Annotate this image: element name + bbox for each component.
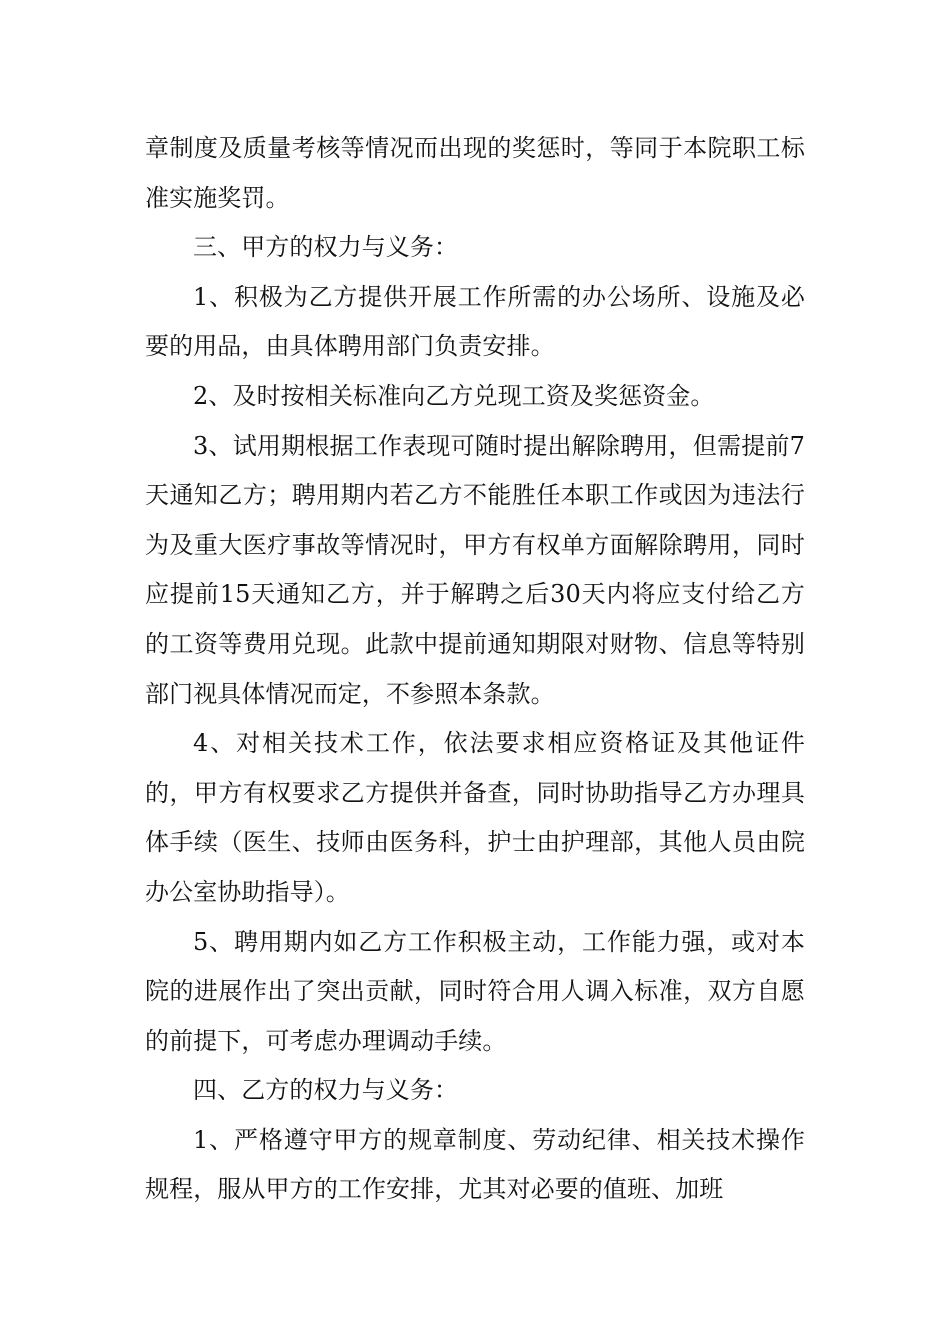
clause-a-2: 2、及时按相关标准向乙方兑现工资及奖惩资金。 <box>193 381 715 410</box>
section-heading-party-b: 四、乙方的权力与义务： <box>193 1076 459 1105</box>
clause-a-4: 4、对相关技术工作，依法要求相应资格证及其他证件的，甲方有权要求乙方提供并备查，同时协助指导乙方办理具体手续（医生、技师由医务科，护士由护理部，其他人员由院办公室协助指导）。 <box>145 729 805 906</box>
document-body <box>145 124 805 1215</box>
clause-a-5: 5、聘用期内如乙方工作积极主动，工作能力强，或对本院的进展作出了突出贡献，同时符合用人调入标准，双方自愿的前提下，可考虑办理调动手续。 <box>145 927 805 1055</box>
clause-a-1: 1、积极为乙方提供开展工作所需的办公场所、设施及必要的用品，由具体聘用部门负责安排。 <box>145 282 805 361</box>
clause-b-1: 1、严格遵守甲方的规章制度、劳动纪律、相关技术操作规程，服从甲方的工作安排，尤其对必要的值班、加班 <box>145 1125 805 1204</box>
paragraph-continuation: 章制度及质量考核等情况而出现的奖惩时，等同于本院职工标准实施奖罚。 <box>145 134 805 212</box>
section-heading-party-a: 三、甲方的权力与义务： <box>193 233 459 262</box>
clause-a-3: 3、试用期根据工作表现可随时提出解除聘用，但需提前7天通知乙方；聘用期内若乙方不能胜任本职工作或因为违法行为及重大医疗事故等情况时，甲方有权单方面解除聘用，同时应提前15天通知乙方，并于解聘之后30天内将应支付给乙方的工资等费用兑现。此款中提前通知期限对财物、信息等特别部门视具体情况而定，不参照本条款。 <box>145 431 805 708</box>
